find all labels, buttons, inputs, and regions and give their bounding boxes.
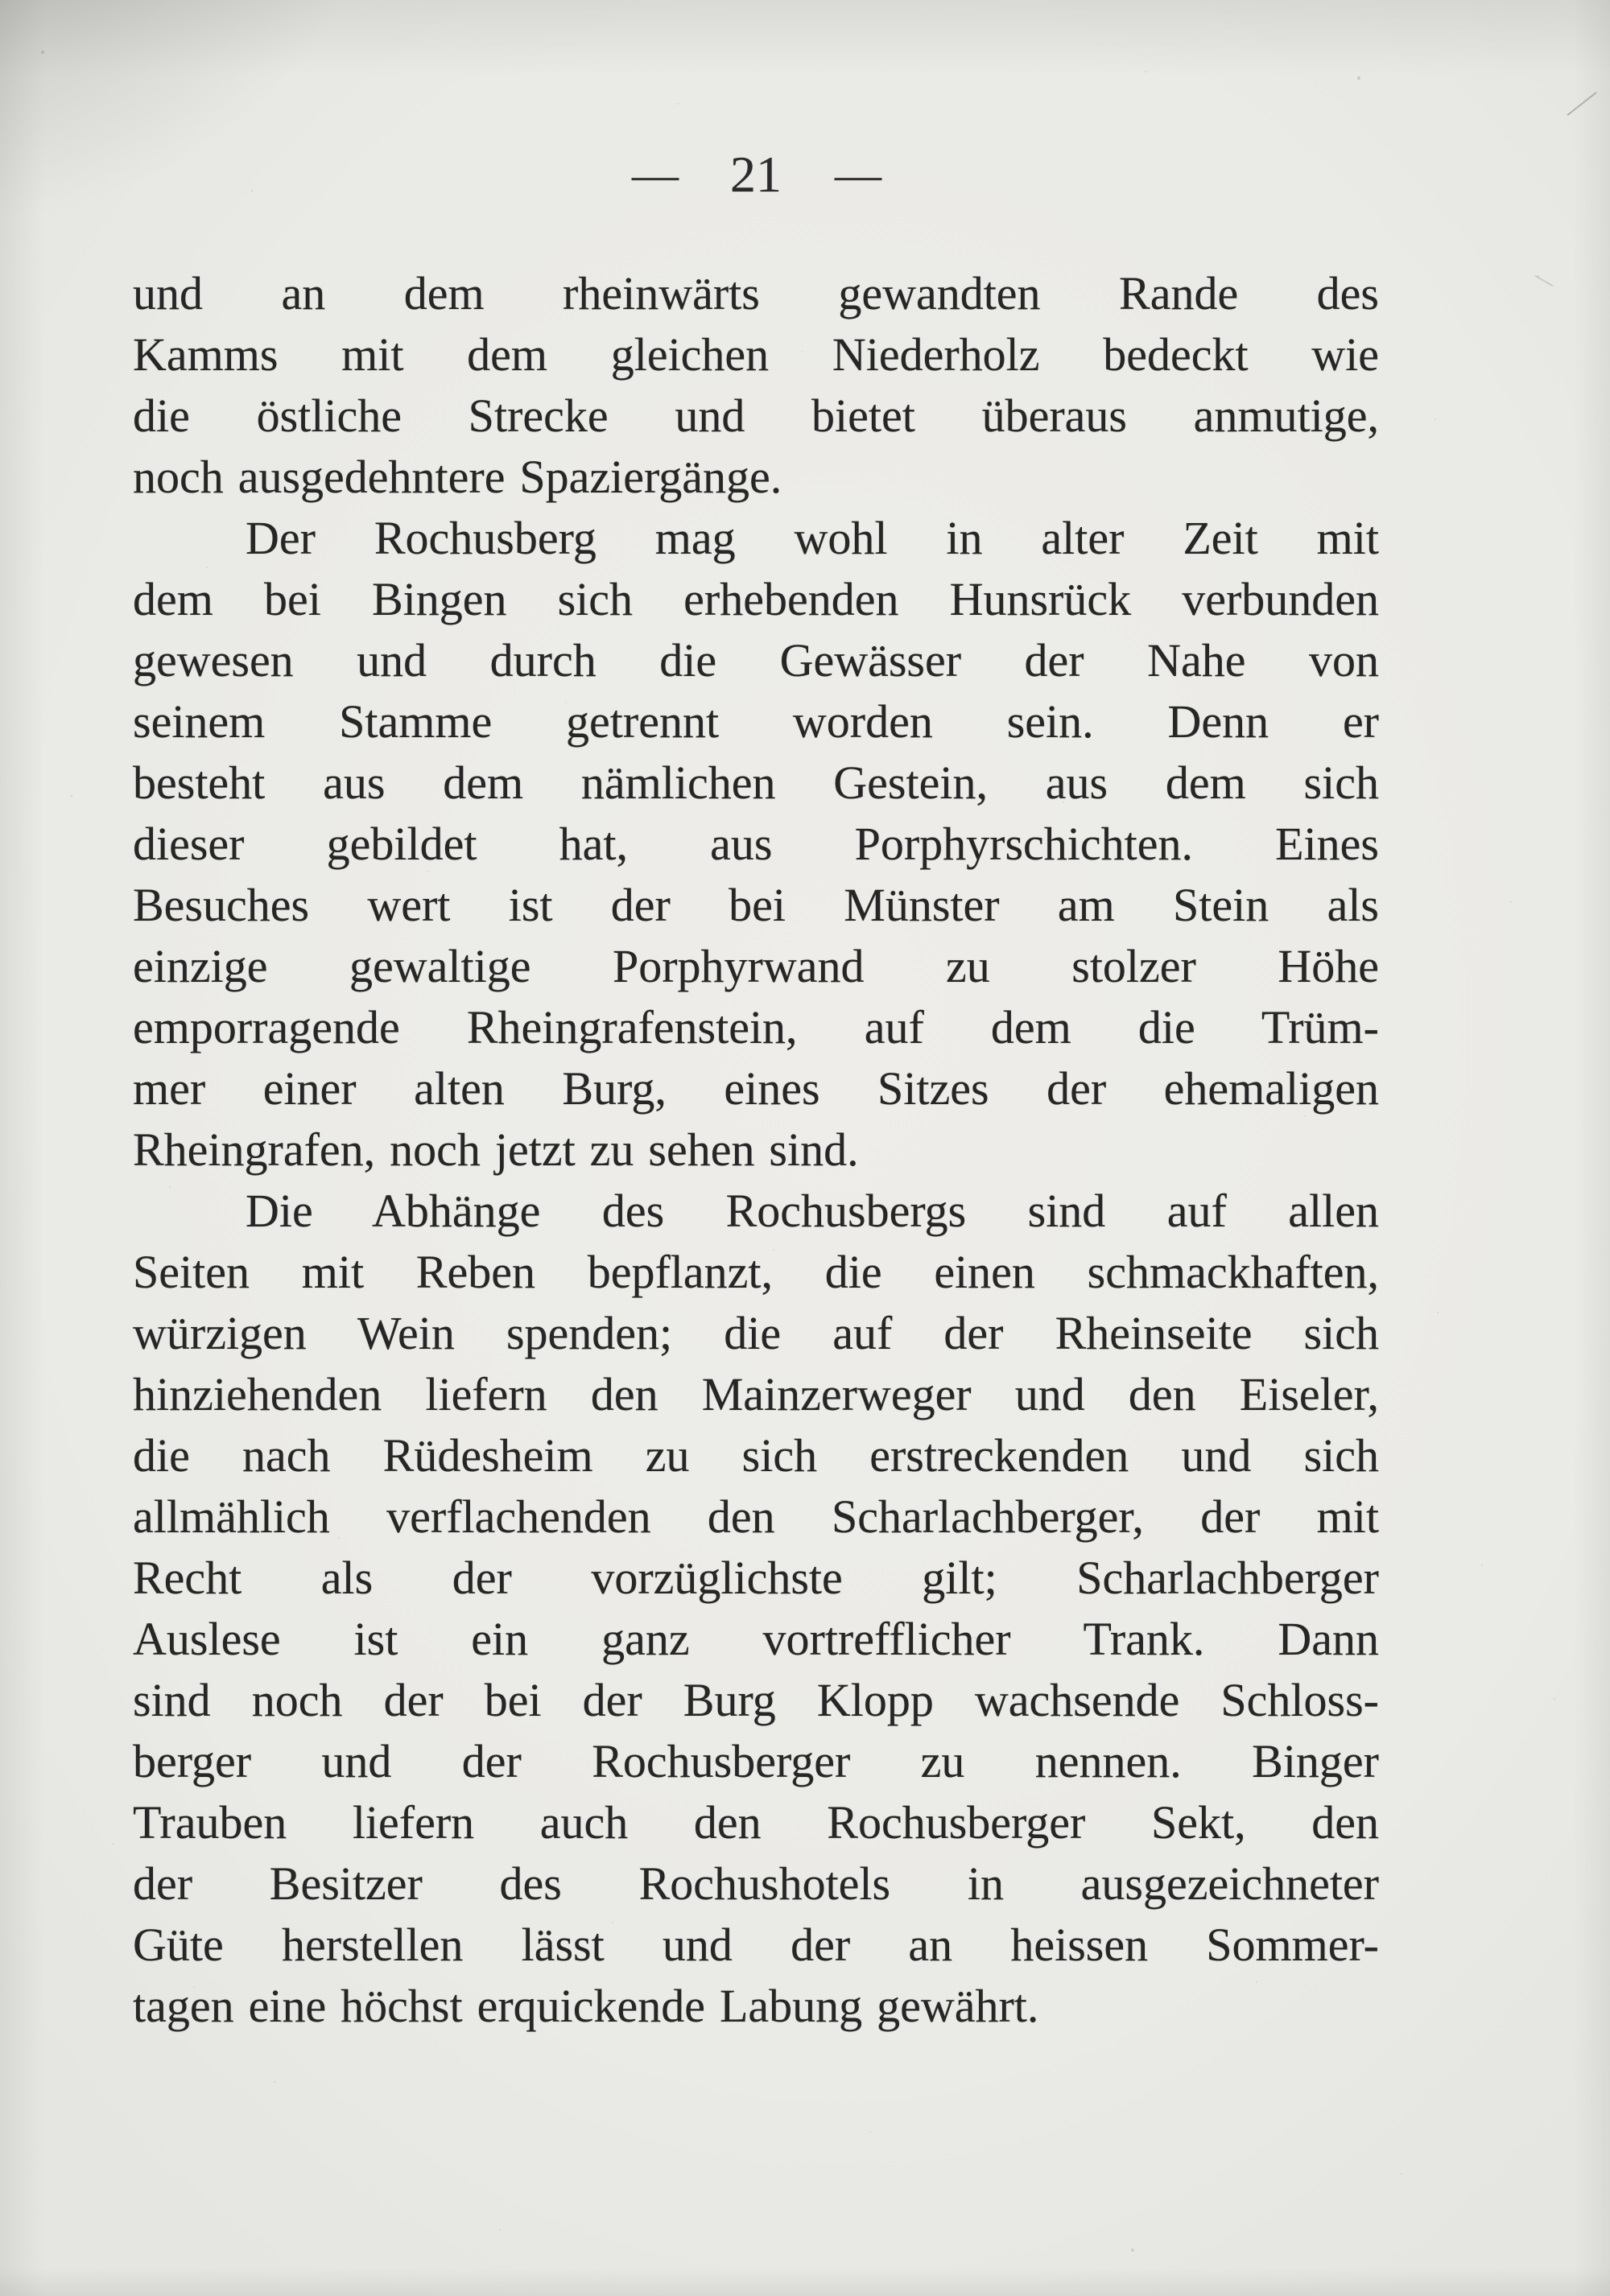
text-line: sind noch der bei der Burg Klopp wachsende Schloss- <box>133 1674 1379 1726</box>
text-line: Recht als der vorzüglichste gilt; Scharlachberger <box>133 1552 1379 1604</box>
text-line: mer einer alten Burg, eines Sitzes der ehemaligen <box>133 1062 1379 1115</box>
header-dash-right: — <box>835 148 880 200</box>
text-line: gewesen und durch die Gewässer der Nahe von <box>133 634 1379 686</box>
header-dash-left: — <box>632 148 677 200</box>
text-line: Trauben liefern auch den Rochusberger Sekt, den <box>133 1796 1379 1849</box>
text-line: Der Rochusberg mag wohl in alter Zeit mit <box>246 512 1379 564</box>
text-line: emporragende Rheingrafenstein, auf dem die Trüm- <box>133 1001 1379 1053</box>
text-line: Die Abhänge des Rochusbergs sind auf allen <box>246 1185 1379 1237</box>
text-line: Seiten mit Reben bepflanzt, die einen schmackhaften, <box>133 1246 1379 1298</box>
text-line: und an dem rheinwärts gewandten Rande des <box>133 267 1379 319</box>
text-line: seinem Stamme getrennt worden sein. Denn er <box>133 695 1379 748</box>
text-line: berger und der Rochusberger zu nennen. Binger <box>133 1735 1379 1787</box>
text-line: tagen eine höchst erquickende Labung gewährt. <box>133 1980 1039 2032</box>
paper-scratch <box>1534 275 1554 287</box>
text-line: Güte herstellen lässt und der an heissen Sommer- <box>133 1919 1379 1971</box>
text-line: dieser gebildet hat, aus Porphyrschichten. Eines <box>133 818 1379 870</box>
text-line: Besuches wert ist der bei Münster am Stein als <box>133 879 1379 931</box>
paper-speckles <box>0 0 2 2</box>
text-line: Rheingrafen, noch jetzt zu sehen sind. <box>133 1123 859 1176</box>
text-line: noch ausgedehntere Spaziergänge. <box>133 451 782 503</box>
page-number: 21 <box>730 146 782 203</box>
text-line: allmählich verflachenden den Scharlachberger, der mit <box>133 1490 1379 1543</box>
text-line: der Besitzer des Rochushotels in ausgezeichneter <box>133 1857 1379 1910</box>
text-line: besteht aus dem nämlichen Gestein, aus dem sich <box>133 756 1379 809</box>
text-line: einzige gewaltige Porphyrwand zu stolzer Höhe <box>133 940 1379 992</box>
text-line: die nach Rüdesheim zu sich erstreckenden und sich <box>133 1429 1379 1482</box>
text-line: würzigen Wein spenden; die auf der Rheinseite sich <box>133 1307 1379 1359</box>
text-line: hinziehenden liefern den Mainzerweger und den Eiseler, <box>133 1368 1379 1420</box>
text-line: Auslese ist ein ganz vortrefflicher Trank. Dann <box>133 1613 1379 1665</box>
page-header <box>133 146 1379 203</box>
text-block <box>133 263 1379 2037</box>
text-line: dem bei Bingen sich erhebenden Hunsrück verbunden <box>133 573 1379 625</box>
text-line: die östliche Strecke und bietet überaus anmutige, <box>133 390 1379 442</box>
text-line: Kamms mit dem gleichen Niederholz bedeckt wie <box>133 328 1379 381</box>
paper-scratch <box>1567 92 1596 116</box>
